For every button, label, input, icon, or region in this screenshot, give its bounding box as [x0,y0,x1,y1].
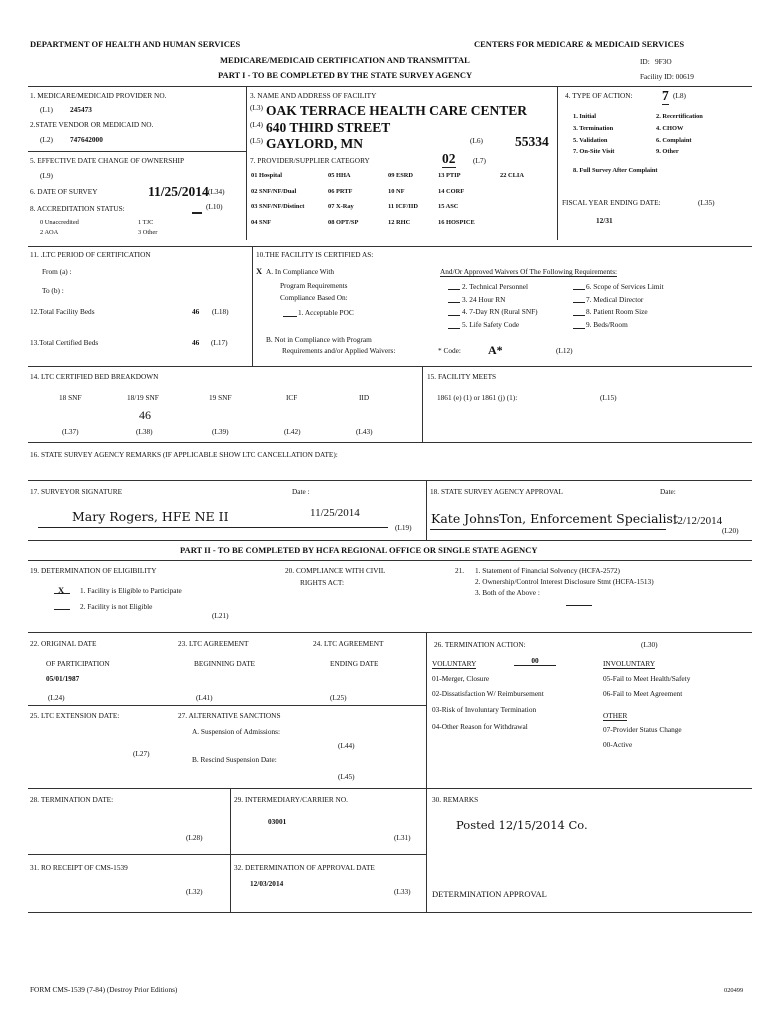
item21-option: 3. Both of the Above : [475,588,540,597]
header-cms: CENTERS FOR MEDICARE & MEDICAID SERVICES [474,39,685,49]
certified-beds-label: 13.Total Certified Beds [30,338,99,347]
other-heading: OTHER [603,711,628,720]
surveyor-date: 11/25/2014 [310,507,360,519]
waiver-blank [573,289,585,290]
action-option: 2. Recertification [656,113,703,120]
intermediary-label: 29. INTERMEDIARY/CARRIER NO. [234,795,348,804]
accreditation-option: 2 AOA [40,229,59,236]
ltc-end-label: 24. LTC AGREEMENT [313,639,384,648]
vendor-no-label: 2.STATE VENDOR OR MEDICAID NO. [30,120,154,129]
involuntary-item: 06-Fail to Meet Agreement [603,689,683,698]
waiver-item: 7. Medical Director [586,295,644,304]
termination-action-code: (L30) [641,640,658,649]
ltc-extension-label: 25. LTC EXTENSION DATE: [30,711,120,720]
category-option: 08 OPT/SP [328,219,359,226]
bed-code: (L39) [212,427,229,436]
accreditation-blank [192,212,202,214]
bed-code: (L38) [136,427,153,436]
sanction-a: A. Suspension of Admissions: [192,727,280,736]
other-item: 07-Provider Status Change [603,725,682,734]
approver-name: Kate JohnsTon, Enforcement Specialist [431,511,678,526]
bed-col: ICF [286,393,298,402]
termination-date-code: (L28) [186,833,203,842]
accreditation-option: 0 Unaccredited [40,219,79,226]
facility-meets-text: 1861 (e) (1) or 1861 (j) (1): [437,393,518,402]
certified-beds-value: 46 [192,338,200,347]
bed-code: (L42) [284,427,301,436]
category-option: 16 HOSPICE [438,219,475,226]
ltc-period-from: From (a) : [42,267,72,276]
waiver-item: 9. Beds/Room [586,320,628,329]
bed-breakdown-label: 14. LTC CERTIFIED BED BREAKDOWN [30,372,159,381]
waiver-blank [573,315,585,316]
facility-zip: 55334 [515,134,549,149]
bed-col: IID [359,393,370,402]
category-option: 22 CLIA [500,172,524,179]
action-option: 3. Termination [573,125,614,132]
bed-col: 19 SNF [209,393,232,402]
provider-no-value: 245473 [70,105,92,114]
voluntary-heading: VOLUNTARY [432,659,477,668]
item21-blank [566,605,592,606]
provider-no-label: 1. MEDICARE/MEDICAID PROVIDER NO. [30,91,167,100]
survey-date-code: (L34) [208,187,225,196]
form-code: 020499 [724,987,744,994]
approval-code: (L20) [722,526,739,535]
involuntary-heading: INVOLUNTARY [603,659,656,668]
ownership-change-code: (L9) [40,171,53,180]
category-option: 12 RHC [388,219,411,226]
compliance-a: A. In Compliance With [266,267,335,276]
action-option: 4. CHOW [656,125,684,132]
eligibility-label: 19. DETERMINATION OF ELIGIBILITY [30,566,157,575]
poc-blank [283,316,297,317]
bed-col: 18/19 SNF [127,393,159,402]
facility-city-code: (L5) [250,136,263,145]
item21-option: 2. Ownership/Control Interest Disclosure Stmt (HCFA-1513) [475,577,654,586]
id-value: 9F3O [655,57,672,66]
surveyor-code: (L19) [395,523,412,532]
waivers-label: And/Or Approved Waivers Of The Following Requirements: [440,267,618,276]
category-option: 15 ASC [438,203,459,210]
category-option: 06 PRTF [328,188,353,195]
voluntary-item: 03-Risk of Involuntary Termination [432,705,537,714]
facility-meets-code: (L15) [600,393,617,402]
survey-date-label: 6. DATE OF SURVEY [30,187,98,196]
action-option: 7. On-Site Visit [573,148,615,155]
ro-receipt-label: 31. RO RECEIPT OF CMS-1539 [30,863,128,872]
noncompliance-b2: Requirements and/or Applied Waivers: [282,346,396,355]
waiver-blank [573,302,585,303]
remarks-30-value: Posted 12/15/2014 Co. [456,818,588,832]
voluntary-item: 01-Merger, Closure [432,674,490,683]
ltc-period-to: To (b) : [42,286,64,295]
waiver-blank [448,289,460,290]
item21-label: 21. [455,566,465,575]
facility-meets-label: 15. FACILITY MEETS [427,372,497,381]
waiver-item: 4. 7-Day RN (Rural SNF) [462,307,538,316]
ltc-end-code: (L25) [330,693,347,702]
category-option: 01 Hospital [251,172,283,179]
accreditation-option: 1 TJC [138,219,154,226]
civil-rights-label-2: RIGHTS ACT: [300,578,345,587]
ownership-change-label: 5. EFFECTIVE DATE CHANGE OF OWNERSHIP [30,156,185,165]
facility-address-label: 3. NAME AND ADDRESS OF FACILITY [250,91,377,100]
compliance-mark: X [256,266,263,276]
termination-value: 00 [514,657,556,666]
approver-signature-line [430,529,666,530]
involuntary-item: 05-Fail to Meet Health/Safety [603,674,691,683]
compliance-a2: Program Requirements [280,281,348,290]
other-item: 00-Active [603,740,633,749]
action-option: 6. Complaint [656,137,692,144]
waiver-item: 6. Scope of Services Limit [586,282,664,291]
form-subtitle: PART I - TO BE COMPLETED BY THE STATE SURVEY AGENCY [218,70,473,80]
header-department: DEPARTMENT OF HEALTH AND HUMAN SERVICES [30,39,241,49]
termination-date-label: 28. TERMINATION DATE: [30,795,114,804]
category-option: 11 ICF/IID [388,203,419,210]
approval-date-value: 12/03/2014 [250,879,284,888]
action-note: 8. Full Survey After Complaint [573,167,658,174]
approval-date: 12/12/2014 [672,515,723,527]
accreditation-label: 8. ACCREDITATION STATUS: [30,204,125,213]
remarks-30-label: 30. REMARKS [432,795,479,804]
item21-option: 1. Statement of Financial Solvency (HCFA-2572) [475,566,620,575]
facility-street-code: (L4) [250,120,263,129]
category-option: 10 NF [388,188,405,195]
fiscal-year-label: FISCAL YEAR ENDING DATE: [562,198,661,207]
vendor-no-code: (L2) [40,135,53,144]
facility-name: OAK TERRACE HEALTH CARE CENTER [266,103,528,118]
acceptable-poc: 1. Acceptable POC [298,308,354,317]
surveyor-date-label: Date : [292,487,310,496]
civil-rights-label: 20. COMPLIANCE WITH CIVIL [285,566,386,575]
category-option: 09 ESRD [388,172,414,179]
eligibility-mark: X [58,585,65,595]
remarks-label: 16. STATE SURVEY AGENCY REMARKS (IF APPLICABLE SHOW LTC CANCELLATION DATE): [30,450,338,459]
agency-date-label: Date: [660,487,676,496]
waiver-blank [573,328,585,329]
part2-title: PART II - TO BE COMPLETED BY HCFA REGIONAL OFFICE OR SINGLE STATE AGENCY [180,545,538,555]
original-date-label: 22. ORIGINAL DATE [30,639,97,648]
code-label: * Code: [438,346,461,355]
ro-receipt-code: (L32) [186,887,203,896]
voluntary-item: 02-Dissatisfaction W/ Reimbursement [432,689,544,698]
bed-code: (L37) [62,427,79,436]
original-date-code: (L24) [48,693,65,702]
surveyor-signature-label: 17. SURVEYOR SIGNATURE [30,487,123,496]
intermediary-code: (L31) [394,833,411,842]
original-date-value: 05/01/1987 [46,674,80,683]
action-type-value: 7 [662,88,669,103]
provider-no-code: (L1) [40,105,53,114]
total-beds-code: (L18) [212,307,229,316]
ltc-period-label: 11. .LTC PERIOD OF CERTIFICATION [30,250,151,259]
accreditation-option: 3 Other [138,229,158,236]
category-option: 04 SNF [251,219,272,226]
waiver-item: 8. Patient Room Size [586,307,648,316]
bed-snf-value: 46 [139,408,151,422]
eligibility-opt1: 1. Facility is Eligible to Participate [80,586,182,595]
sanction-b: B. Rescind Suspension Date: [192,755,277,764]
waiver-item: 5. Life Safety Code [462,320,520,329]
facility-city: GAYLORD, MN [266,136,364,151]
action-type-code: (L8) [673,91,686,100]
voluntary-item: 04-Other Reason for Withdrawal [432,722,528,731]
waiver-item: 2. Technical Personnel [462,282,529,291]
certified-as-label: 10.THE FACILITY IS CERTIFIED AS: [256,250,374,259]
provider-category-value: 02 [442,151,456,166]
category-option: 02 SNF/NF/Dual [251,188,297,195]
determination-approval: DETERMINATION APPROVAL [432,889,547,899]
bed-col: 18 SNF [59,393,82,402]
termination-action-label: 26. TERMINATION ACTION: [434,640,526,649]
compliance-a3: Compliance Based On: [280,293,348,302]
code-ref: (L12) [556,346,573,355]
id-label: ID: [640,57,650,66]
facility-zip-code: (L6) [470,136,483,145]
agency-approval-label: 18. STATE SURVEY AGENCY APPROVAL [430,487,563,496]
eligibility-code: (L21) [212,611,229,620]
category-option: 14 CORF [438,188,465,195]
action-option: 9. Other [656,148,679,155]
provider-category-label: 7. PROVIDER/SUPPLIER CATEGORY [250,156,370,165]
fiscal-year-value: 12/31 [596,216,613,225]
form-number: FORM CMS-1539 (7-84) (Destroy Prior Editions) [30,985,178,994]
sanctions-label: 27. ALTERNATIVE SANCTIONS [178,711,281,720]
accreditation-code: (L10) [206,202,223,211]
ltc-begin-sub: BEGINNING DATE [194,659,256,668]
facility-id: Facility ID: 00619 [640,72,694,81]
provider-category-code: (L7) [473,156,486,165]
vendor-no-value: 747642000 [70,135,103,144]
noncompliance-b: B. Not in Compliance with Program [266,335,372,344]
ltc-begin-code: (L41) [196,693,213,702]
approval-date-label: 32. DETERMINATION OF APPROVAL DATE [234,863,375,872]
ltc-end-sub: ENDING DATE [330,659,379,668]
action-option: 1. Initial [573,113,597,120]
form-title: MEDICARE/MEDICAID CERTIFICATION AND TRANSMITTAL [220,55,470,65]
action-type-label: 4. TYPE OF ACTION: [565,91,633,100]
ltc-begin-label: 23. LTC AGREEMENT [178,639,249,648]
facility-name-code: (L3) [250,103,263,112]
ltc-extension-code: (L27) [133,749,150,758]
total-beds-value: 46 [192,307,200,316]
waiver-blank [448,328,460,329]
eligibility-blank [54,609,70,610]
code-value: A* [488,343,503,357]
waiver-blank [448,315,460,316]
bed-code: (L43) [356,427,373,436]
category-option: 07 X-Ray [328,203,354,210]
facility-street: 640 THIRD STREET [266,120,391,135]
surveyor-name: Mary Rogers, HFE NE II [72,509,229,524]
total-beds-label: 12.Total Facility Beds [30,307,95,316]
certified-beds-code: (L17) [211,338,228,347]
eligibility-opt2: 2. Facility is not Eligible [80,602,153,611]
survey-date-value: 11/25/2014 [148,184,209,199]
action-option: 5. Validation [573,137,608,144]
sanction-b-code: (L45) [338,772,355,781]
approval-date-code: (L33) [394,887,411,896]
original-date-sub: OF PARTICIPATION [46,659,110,668]
waiver-blank [448,302,460,303]
fiscal-year-code: (L35) [698,198,715,207]
surveyor-signature-line [38,527,388,528]
category-option: 05 HHA [328,172,351,179]
intermediary-value: 03001 [268,817,287,826]
sanction-a-code: (L44) [338,741,355,750]
category-option: 03 SNF/NF/Distinct [251,203,305,210]
category-option: 13 PTIP [438,172,461,179]
waiver-item: 3. 24 Hour RN [462,295,506,304]
